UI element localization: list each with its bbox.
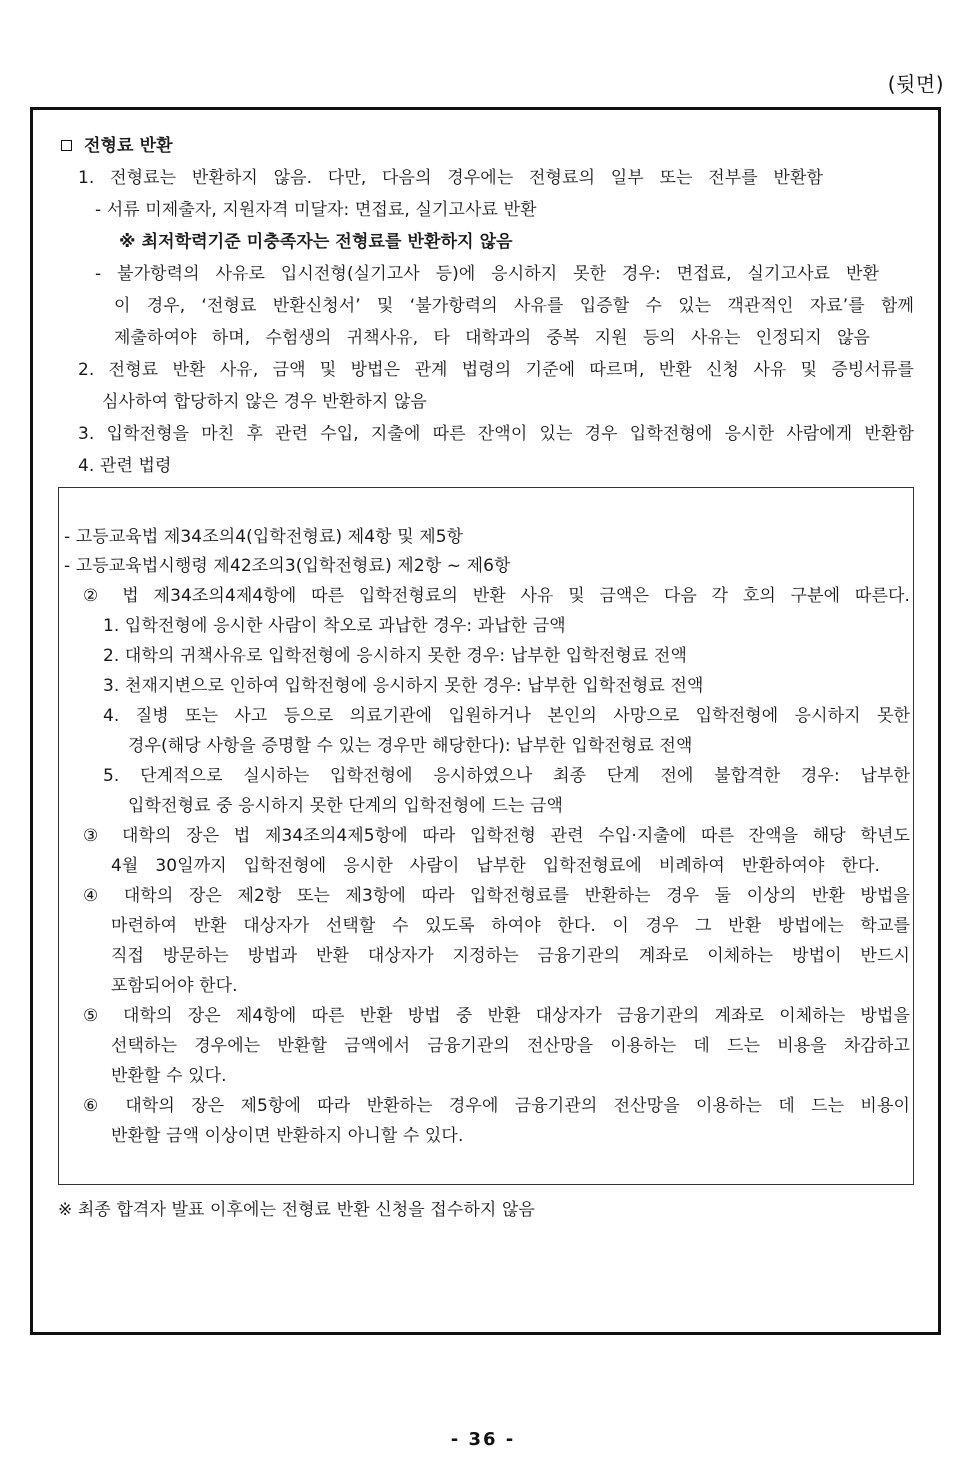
law-para-2-item-2: 2. 대학의 귀책사유로 입학전형에 응시하지 못한 경우: 납부한 입학전형료 전액 — [103, 646, 687, 666]
law-para-3-cont: 4월 30일까지 입학전형에 응시한 사람이 납부한 입학전형료에 비례하여 반환하여야 한다. — [111, 856, 880, 876]
law-para-5-cont-1: 선택하는 경우에는 반환할 금액에서 금융기관의 전산망을 이용하는 데 드는 비용을 차감하고 — [111, 1036, 910, 1056]
law-para-4-cont-3: 포함되어야 한다. — [111, 976, 238, 996]
law-para-3: ③ 대학의 장은 법 제34조의4제5항에 따라 입학전형 관련 수입·지출에 따른 잔액을 해당 학년도 — [83, 826, 910, 846]
law-para-2-item-4-cont: 경우(해당 사항을 증명할 수 있는 경우만 해당한다): 납부한 입학전형료 전액 — [128, 736, 693, 756]
content-frame — [30, 107, 941, 1335]
item-2: 2. 전형료 반환 사유, 금액 및 방법은 관계 법령의 기준에 따르며, 반환 신청 사유 및 증빙서류를 — [78, 360, 914, 380]
item-3: 3. 입학전형을 마친 후 관련 수입, 지출에 따른 잔액이 있는 경우 입학전형에 응시한 사람에게 반환함 — [78, 424, 914, 444]
item-1-bullet-2-cont-1: 이 경우, ‘전형료 반환신청서’ 및 ‘불가항력의 사유를 입증할 수 있는 객관적인 자료’를 함께 — [114, 296, 914, 316]
law-para-2-item-5-cont: 입학전형료 중 응시하지 못한 단계의 입학전형에 드는 금액 — [128, 796, 564, 816]
law-para-5: ⑤ 대학의 장은 제4항에 따른 반환 방법 중 반환 대상자가 금융기관의 계좌로 이체하는 방법을 — [83, 1006, 910, 1026]
law-excerpt-box — [58, 487, 914, 1185]
item-1-note: ※ 최저학력기준 미충족자는 전형료를 반환하지 않음 — [119, 232, 513, 252]
item-2-cont: 심사하여 합당하지 않은 경우 반환하지 않음 — [102, 392, 427, 412]
law-line-2: - 고등교육법시행령 제42조의3(입학전형료) 제2항 ~ 제6항 — [64, 556, 511, 576]
item-1: 1. 전형료는 반환하지 않음. 다만, 다음의 경우에는 전형료의 일부 또는 전부를 반환함 — [78, 168, 823, 188]
law-para-2-item-4: 4. 질병 또는 사고 등으로 의료기관에 입원하거나 본인의 사망으로 입학전형에 응시하지 못한 — [103, 706, 910, 726]
item-4: 4. 관련 법령 — [78, 456, 172, 476]
law-para-4: ④ 대학의 장은 제2항 또는 제3항에 따라 입학전형료를 반환하는 경우 둘 이상의 반환 방법을 — [83, 886, 910, 906]
law-para-4-cont-2: 직접 방문하는 방법과 반환 대상자가 지정하는 금융기관의 계좌로 이체하는 방법이 반드시 — [111, 946, 910, 966]
page-number: - 36 - — [450, 1429, 516, 1450]
law-para-2-item-5: 5. 단계적으로 실시하는 입학전형에 응시하였으나 최종 단계 전에 불합격한 경우: 납부한 — [103, 766, 910, 786]
item-1-bullet-1: - 서류 미제출자, 지원자격 미달자: 면접료, 실기고사료 반환 — [95, 200, 537, 220]
law-line-1: - 고등교육법 제34조의4(입학전형료) 제4항 및 제5항 — [64, 527, 464, 547]
item-1-bullet-2: - 불가항력의 사유로 입시전형(실기고사 등)에 응시하지 못한 경우: 면접료, 실기고사료 반환 — [95, 264, 879, 284]
law-para-2-item-1: 1. 입학전형에 응시한 사람이 착오로 과납한 경우: 과납한 금액 — [103, 616, 566, 636]
law-para-2-item-3: 3. 천재지변으로 인하여 입학전형에 응시하지 못한 경우: 납부한 입학전형료 전액 — [103, 676, 704, 696]
section-title: 전형료 반환 — [84, 136, 173, 156]
law-para-5-cont-2: 반환할 수 있다. — [111, 1066, 227, 1086]
checkbox-square-icon — [61, 140, 72, 151]
law-para-6: ⑥ 대학의 장은 제5항에 따라 반환하는 경우에 금융기관의 전산망을 이용하는 데 드는 비용이 — [83, 1096, 910, 1116]
footer-note: ※ 최종 합격자 발표 이후에는 전형료 반환 신청을 접수하지 않음 — [58, 1200, 535, 1220]
section-heading — [61, 134, 173, 158]
page-side-label: (뒷면) — [887, 72, 944, 96]
law-para-4-cont-1: 마련하여 반환 대상자가 선택할 수 있도록 하여야 한다. 이 경우 그 반환 방법에는 학교를 — [111, 916, 910, 936]
item-1-bullet-2-cont-2: 제출하여야 하며, 수험생의 귀책사유, 타 대학과의 중복 지원 등의 사유는 인정되지 않음 — [114, 328, 870, 348]
law-para-6-cont: 반환할 금액 이상이면 반환하지 아니할 수 있다. — [111, 1126, 464, 1146]
law-para-2: ② 법 제34조의4제4항에 따른 입학전형료의 반환 사유 및 금액은 다음 각 호의 구분에 따른다. — [83, 586, 910, 606]
